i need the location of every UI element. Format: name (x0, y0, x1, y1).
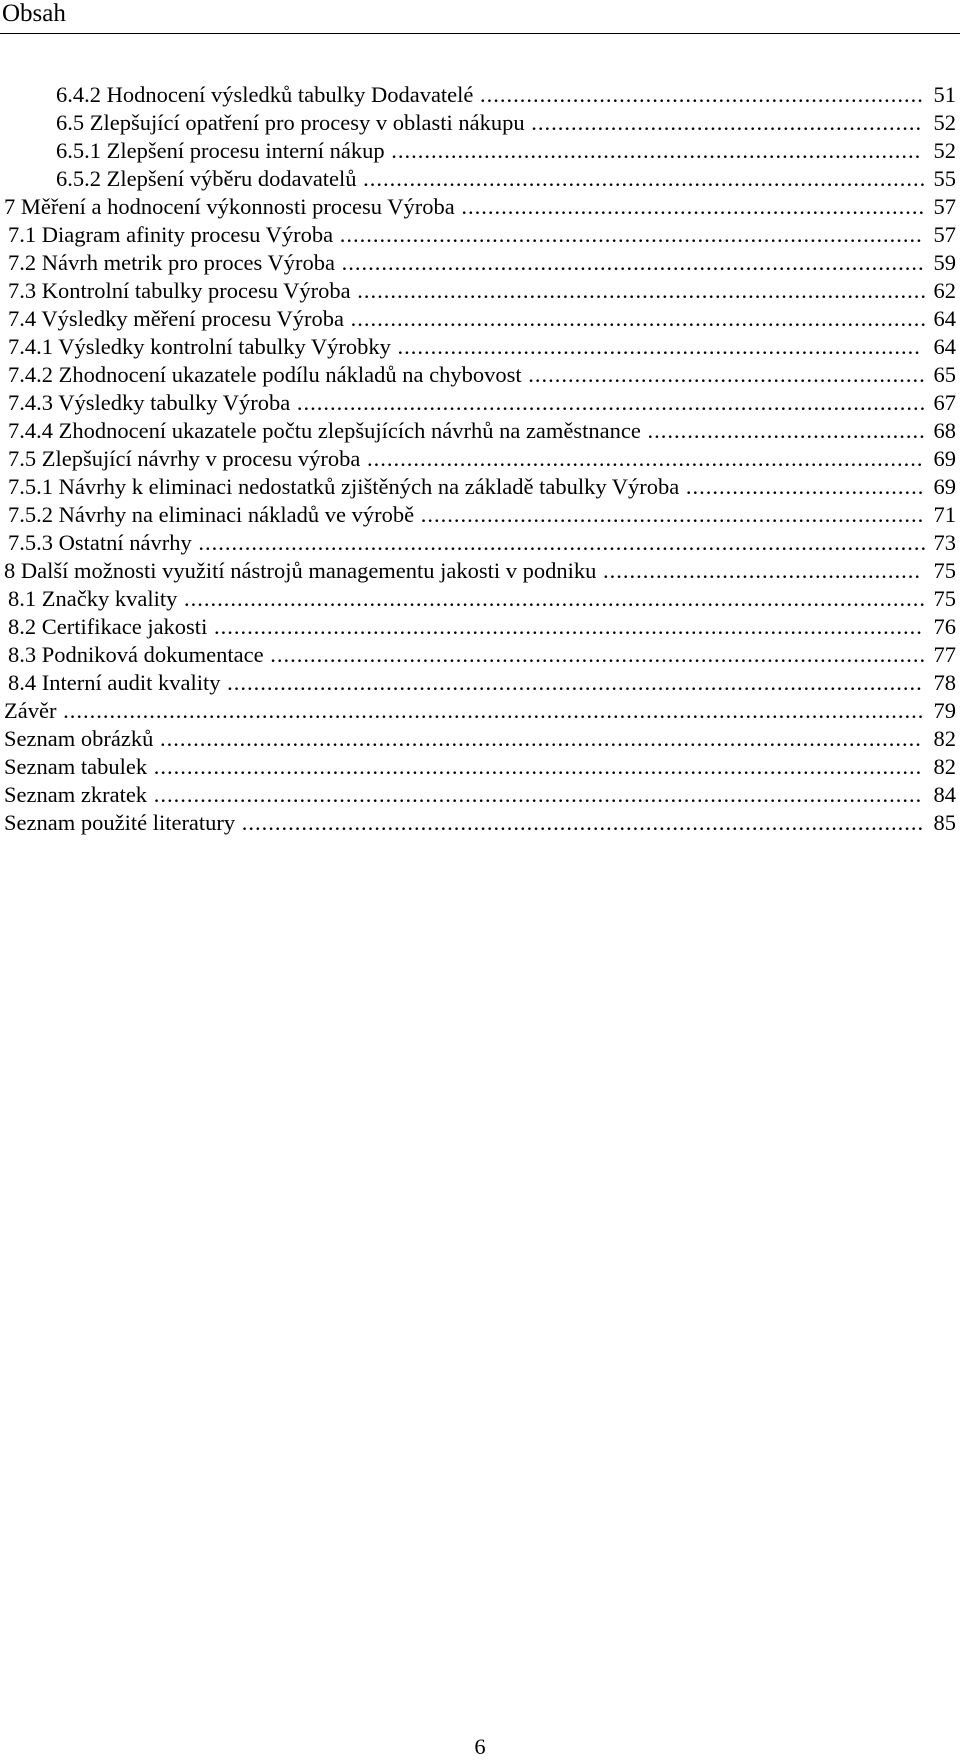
toc-entry-title: 8.3 Podniková dokumentace (8, 642, 264, 667)
toc-entry[interactable] (8, 641, 960, 669)
toc-entry[interactable] (4, 193, 960, 221)
toc-entry[interactable] (4, 557, 960, 585)
toc-dot-leader: ............................................................ (521, 362, 926, 387)
toc-entry-title: Závěr (4, 698, 57, 723)
toc-dot-leader: ........................................................................................ (333, 222, 923, 247)
toc-dot-leader: ............................................................................................... (290, 390, 927, 415)
toc-entry-page: 69 (930, 445, 957, 473)
toc-entry-page: 55 (930, 165, 957, 193)
toc-dot-leader: ....................................................................................... (343, 306, 927, 331)
toc-entry[interactable] (8, 529, 960, 557)
toc-entry[interactable] (4, 753, 960, 781)
toc-entry[interactable] (8, 361, 960, 389)
toc-entry[interactable] (8, 249, 960, 277)
toc-dot-leader: ......................................................................................................... (220, 670, 923, 695)
toc-entry-title: Seznam obrázků (4, 726, 154, 751)
toc-entry-page: 73 (930, 529, 957, 557)
toc-entry[interactable] (56, 81, 960, 109)
toc-entry-page: 82 (930, 753, 957, 781)
toc-dot-leader: ....................................................................................................... (235, 810, 925, 835)
toc-entry-page: 76 (930, 613, 957, 641)
toc-entry-page: 71 (930, 501, 957, 529)
toc-entry-page: 75 (930, 557, 957, 585)
toc-entry[interactable] (4, 725, 960, 753)
toc-entry-page: 69 (930, 473, 957, 501)
toc-entry-title: 6.5.2 Zlepšení výběru dodavatelů (56, 166, 357, 191)
toc-entry-title: 8 Další možnosti využití nástrojů managementu jakosti v podniku (4, 558, 597, 583)
toc-dot-leader: ................................................................................ (384, 138, 922, 163)
toc-entry-title: 7.3 Kontrolní tabulky procesu Výroba (8, 278, 351, 303)
toc-dot-leader: ............................................................................... (390, 334, 921, 359)
toc-entry-page: 65 (930, 361, 957, 389)
toc-entry[interactable] (8, 305, 960, 333)
toc-entry-page: 64 (930, 305, 957, 333)
toc-entry[interactable] (4, 809, 960, 837)
toc-entry[interactable] (56, 165, 960, 193)
toc-entry[interactable] (8, 389, 960, 417)
toc-dot-leader: ................................................................................................... (263, 642, 927, 667)
toc-entry-title: 7.4.4 Zhodnocení ukazatele počtu zlepšujících návrhů na zaměstnance (8, 418, 641, 443)
toc-entry[interactable] (8, 333, 960, 361)
toc-dot-leader: ................................................................................................................ (177, 586, 926, 611)
toc-dot-leader: ........................................................................................................... (207, 614, 923, 639)
toc-entry-page: 52 (930, 137, 957, 165)
toc-entry[interactable] (8, 277, 960, 305)
toc-entry-page: 67 (930, 389, 957, 417)
toc-entry-title: 6.4.2 Hodnocení výsledků tabulky Dodavatelé (56, 82, 474, 107)
page-title: Obsah (2, 0, 66, 27)
toc-entry-title: 7 Měření a hodnocení výkonnosti procesu Výroba (4, 194, 455, 219)
toc-dot-leader: ..................................................................................... (356, 166, 927, 191)
toc-entry-title: Seznam tabulek (4, 754, 148, 779)
toc-entry-title: 7.5 Zlepšující návrhy v procesu výroba (8, 446, 361, 471)
toc-entry-page: 77 (930, 641, 957, 669)
toc-entry-page: 52 (930, 109, 957, 137)
toc-entry[interactable] (8, 585, 960, 613)
toc-entry-page: 84 (930, 781, 957, 809)
toc-dot-leader: ................................................ (596, 558, 922, 583)
toc-entry-title: Seznam použité literatury (4, 810, 236, 835)
toc-dot-leader: ................................................................... (473, 82, 924, 107)
toc-entry-title: 7.5.2 Návrhy na eliminaci nákladů ve výrobě (8, 502, 415, 527)
toc-entry-page: 57 (930, 193, 957, 221)
toc-dot-leader: .................................................................................................................... (147, 754, 923, 779)
toc-entry-title: Seznam zkratek (4, 782, 148, 807)
toc-entry[interactable] (8, 445, 960, 473)
toc-dot-leader: ...................................................................... (454, 194, 926, 219)
toc-entry[interactable] (4, 781, 960, 809)
toc-entry-page: 68 (930, 417, 957, 445)
toc-entry-page: 75 (930, 585, 957, 613)
toc-entry-page: 51 (930, 81, 957, 109)
page-number: 6 (474, 1734, 486, 1759)
toc-entry-page: 64 (930, 333, 957, 361)
toc-entry-page: 79 (930, 697, 957, 725)
toc-dot-leader: ........................................................... (524, 110, 923, 135)
toc-dot-leader: .................................................................................................................................. (56, 698, 925, 723)
toc-entry-page: 85 (930, 809, 957, 837)
toc-entry-title: 7.4.3 Výsledky tabulky Výroba (8, 390, 291, 415)
toc-dot-leader: ........................................................................................ (335, 250, 925, 275)
toc-entry[interactable] (56, 109, 960, 137)
toc-entry-title: 6.5 Zlepšující opatření pro procesy v oblasti nákupu (56, 110, 525, 135)
toc-entry[interactable] (8, 613, 960, 641)
toc-dot-leader: ...................................................................................... (350, 278, 928, 303)
toc-entry-page: 78 (930, 669, 957, 697)
toc-dot-leader: ............................................................................ (414, 502, 925, 527)
toc-dot-leader: .................................... (679, 474, 925, 499)
toc-entry-page: 59 (930, 249, 957, 277)
toc-dot-leader: .................................................................................... (360, 446, 924, 471)
toc-entry[interactable] (8, 669, 960, 697)
toc-entry-title: 7.4 Výsledky měření procesu Výroba (8, 306, 344, 331)
page-header (0, 0, 960, 34)
toc-entry[interactable] (4, 697, 960, 725)
toc-entry-page: 57 (930, 221, 957, 249)
toc-entry-title: 6.5.1 Zlepšení procesu interní nákup (56, 138, 385, 163)
toc-entry-page: 82 (930, 725, 957, 753)
toc-entry[interactable] (8, 417, 960, 445)
toc-entry[interactable] (8, 473, 960, 501)
toc-entry-title: 7.5.1 Návrhy k eliminaci nedostatků zjištěných na základě tabulky Výroba (8, 474, 680, 499)
toc-dot-leader: .......................................... (640, 418, 926, 443)
toc-entry-title: 8.1 Značky kvality (8, 586, 178, 611)
toc-dot-leader: .............................................................................................................. (191, 530, 928, 555)
toc-entry[interactable] (8, 221, 960, 249)
toc-entry[interactable] (8, 501, 960, 529)
toc-dot-leader: ................................................................................................................... (153, 726, 922, 751)
toc-entry-title: 7.1 Diagram afinity procesu Výroba (8, 222, 334, 247)
table-of-contents (0, 81, 960, 837)
toc-entry-title: 7.2 Návrh metrik pro proces Výroba (8, 250, 335, 275)
toc-entry-title: 8.4 Interní audit kvality (8, 670, 221, 695)
toc-dot-leader: .................................................................................................................... (147, 782, 923, 807)
toc-entry-title: 7.4.1 Výsledky kontrolní tabulky Výrobky (8, 334, 391, 359)
toc-entry[interactable] (56, 137, 960, 165)
toc-entry-title: 7.4.2 Zhodnocení ukazatele podílu nákladů na chybovost (8, 362, 522, 387)
toc-entry-page: 62 (930, 277, 957, 305)
toc-entry-title: 7.5.3 Ostatní návrhy (8, 530, 192, 555)
toc-entry-title: 8.2 Certifikace jakosti (8, 614, 208, 639)
